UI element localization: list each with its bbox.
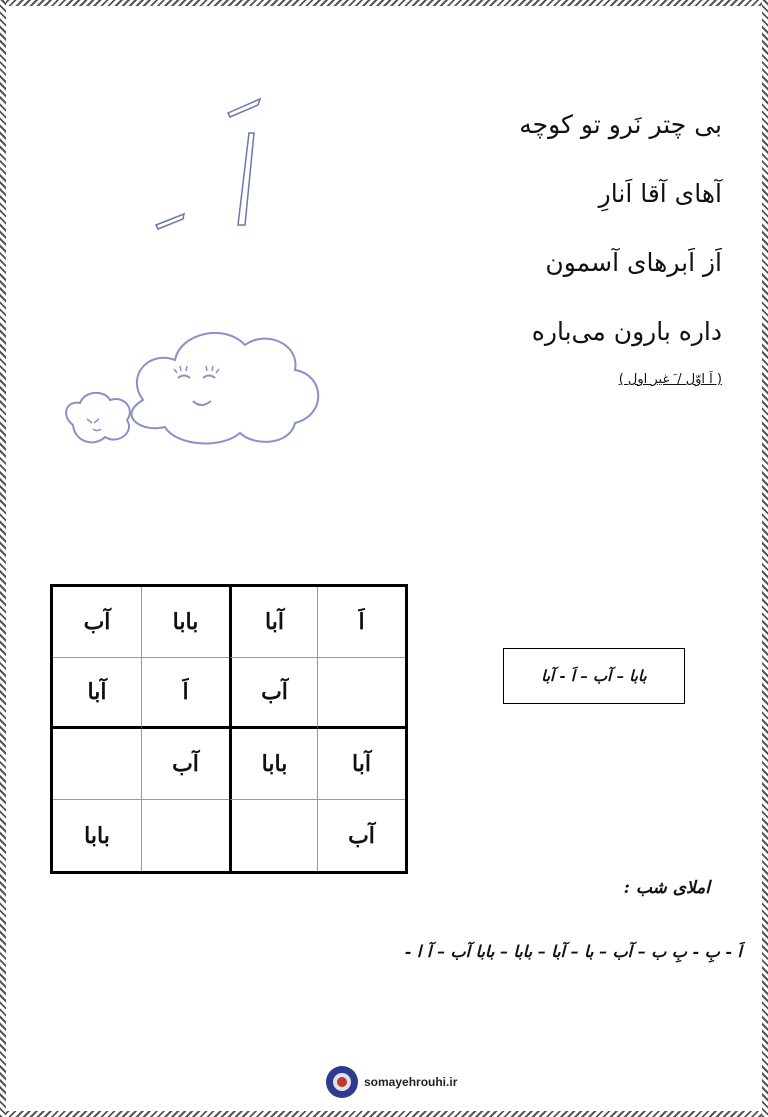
- poem-note: ( اَ اوّل / َ غیر اول ): [618, 372, 722, 387]
- grid-cell: [317, 658, 405, 729]
- footer: [326, 1065, 457, 1099]
- grid-cell: اَ: [141, 658, 229, 729]
- grid-cell: آب: [317, 800, 405, 871]
- poem-line: داره بارون می‌باره: [531, 317, 722, 346]
- grid-cell: آبا: [53, 658, 141, 729]
- poem: [392, 102, 722, 378]
- footer-site-link[interactable]: somayehrouhi.ir: [364, 1075, 458, 1089]
- grid-cell: [53, 729, 141, 800]
- sudoku-grid: [50, 584, 408, 874]
- word-bank-box: بابا – آب – اَ - آبا: [503, 648, 685, 704]
- page-border-left: [0, 0, 6, 1117]
- grid-cell: [141, 800, 229, 871]
- page-border-top: [0, 0, 768, 6]
- big-letter-outline: [150, 95, 270, 235]
- grid-cell: آب: [229, 658, 317, 729]
- grid-cell: آب: [53, 587, 141, 658]
- grid-cell: بابا: [229, 729, 317, 800]
- grid-cell: آبا: [229, 587, 317, 658]
- page-border-right: [762, 0, 768, 1117]
- dictation-title: املای شب :: [623, 878, 710, 898]
- grid-cell: بابا: [84, 822, 110, 849]
- grid-cell: آبا: [317, 729, 405, 800]
- poem-line: اَز اَبرهای آسمون: [545, 248, 722, 277]
- site-logo-icon: [326, 1066, 358, 1098]
- poem-line: آهای آقا اَنارِ: [598, 179, 722, 208]
- grid-cell: بابا: [141, 587, 229, 658]
- grid-cell: [229, 800, 317, 871]
- dictation-text: اَ - بِ - بِ ب – آب – با – آبا – بابا – بابا آب – آ ا -: [404, 942, 742, 961]
- cloud-illustration: [55, 315, 335, 460]
- grid-cell: اَ: [317, 587, 405, 658]
- page-border-bottom: [0, 1111, 768, 1117]
- grid-cell: آب: [141, 729, 229, 800]
- poem-line: بی چتر نَرو تو کوچه: [519, 110, 722, 139]
